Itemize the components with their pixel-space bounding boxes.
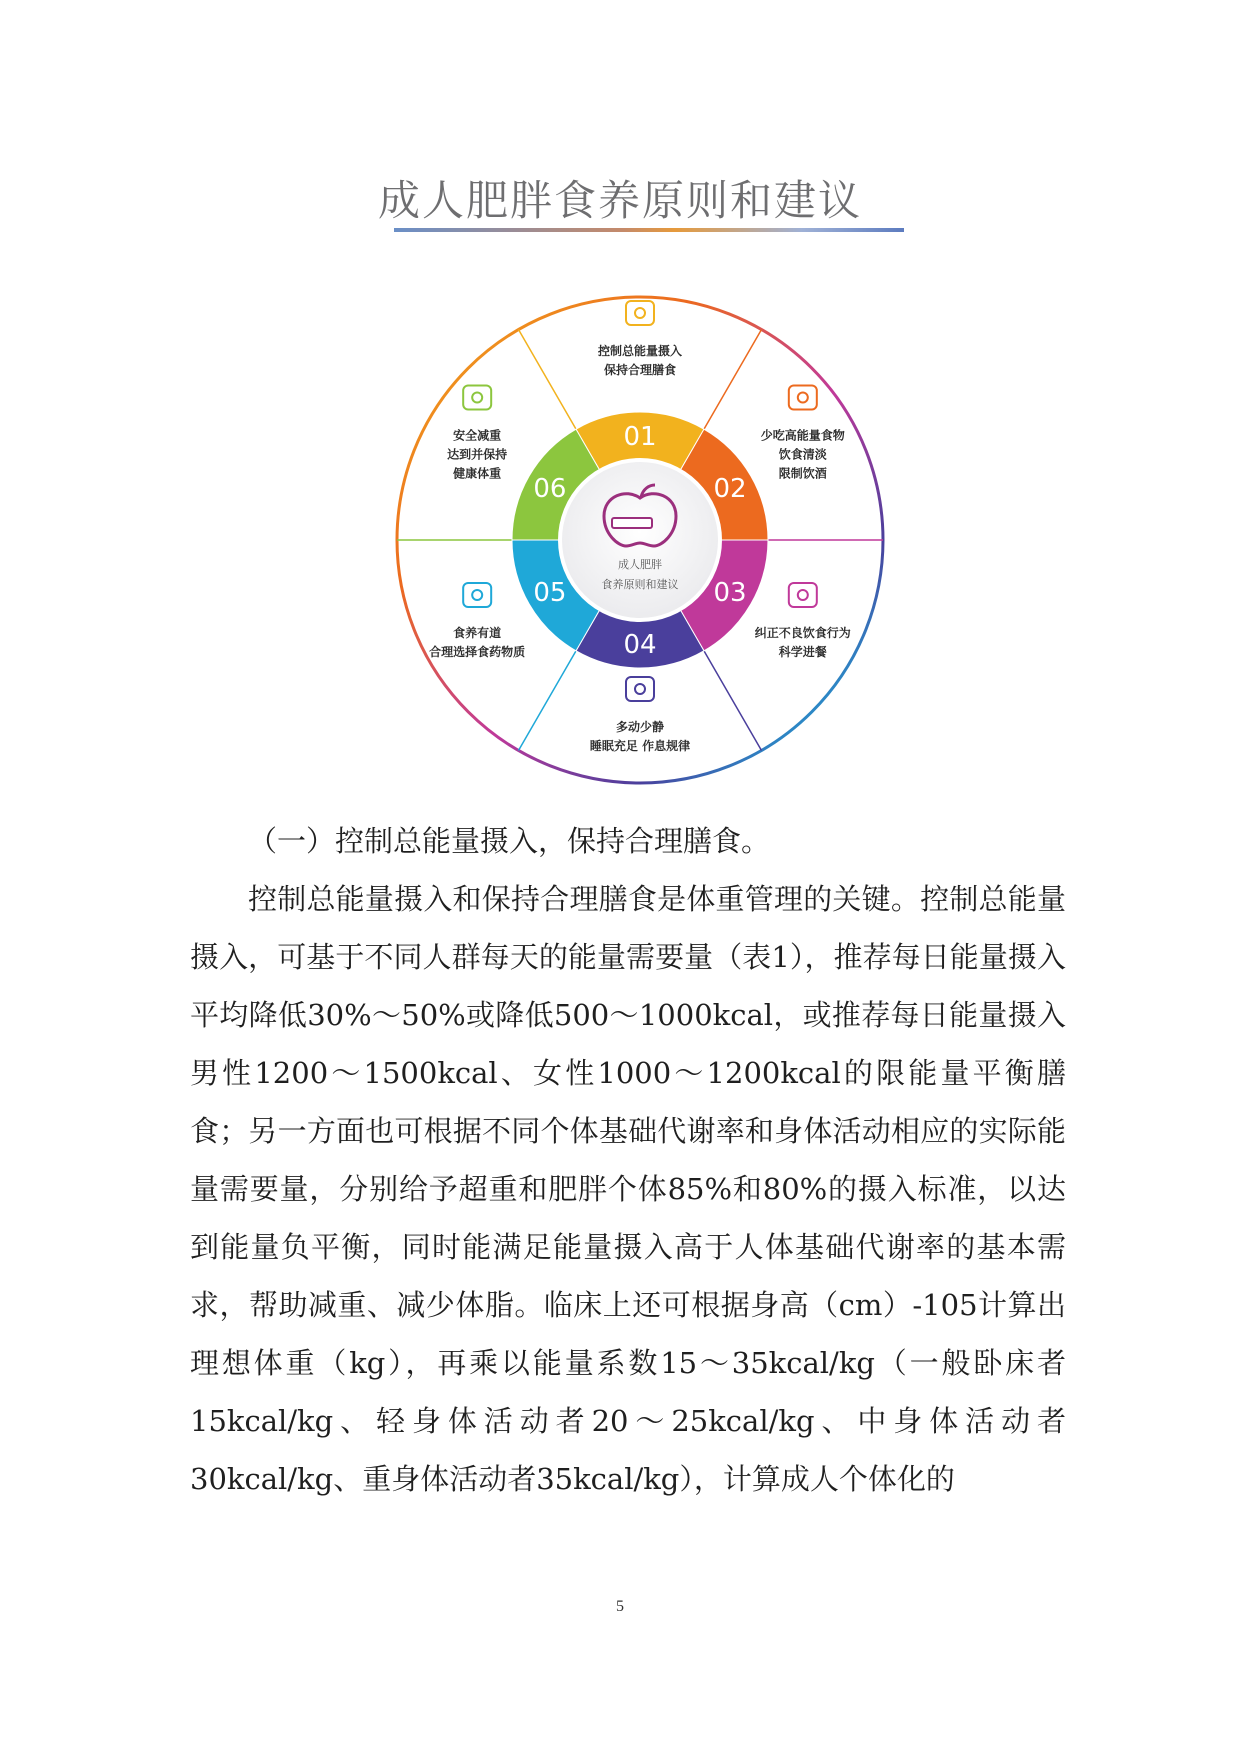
center-disc	[560, 460, 720, 620]
segment-label-02-line2: 饮食清淡	[778, 447, 827, 462]
segment-label-04-line1: 多动少静	[615, 720, 665, 734]
title-underline	[394, 228, 904, 232]
page-title: 成人肥胖食养原则和建议	[377, 176, 862, 225]
segment-label-02-line1: 少吃高能量食物	[760, 428, 845, 443]
segment-label-03-line1: 纠正不良饮食行为	[754, 626, 851, 640]
page-number: 5	[616, 1598, 624, 1615]
segment-label-05-line2: 合理选择食药物质	[429, 645, 526, 659]
segment-label-06-line3: 健康体重	[453, 466, 502, 481]
body-text	[190, 812, 1066, 1508]
center-title-line2: 食养原则和建议	[601, 578, 679, 591]
center-title-line1: 成人肥胖	[618, 558, 662, 571]
body-paragraph: 控制总能量摄入和保持合理膳食是体重管理的关键。控制总能量摄入，可基于不同人群每天的能量需要量（表1），推荐每日能量摄入平均降低30%～50%或降低500～1000kcal，或推荐每日能量摄入男性1200～1500kcal、女性1000～1200kcal的限能量平衡膳食；另一方面也可根据不同个体基础代谢率和身体活动相应的实际能量需要量，分别给予超重和肥胖个体85%和80%的摄入标准，以达到能量负平衡，同时能满足能量摄入高于人体基础代谢率的基本需求，帮助减重、减少体脂。临床上还可根据身高（cm）-105计算出理想体重（kg），再乘以能量系数15～35kcal/kg（一般卧床者15kcal/kg、轻身体活动者20～25kcal/kg、中身体活动者30kcal/kg、重身体活动者35kcal/kg），计算成人个体化的	[190, 882, 1066, 1496]
segment-label-06-line2: 达到并保持	[447, 447, 508, 462]
segment-label-01-line1: 控制总能量摄入	[597, 344, 683, 358]
segment-label-02-line3: 限制饮酒	[778, 466, 827, 481]
segment-number-03: 03	[713, 578, 747, 608]
principles-wheel-diagram	[390, 290, 890, 790]
section-heading: （一）控制总能量摄入，保持合理膳食。	[248, 824, 771, 858]
segment-label-01-line2: 保持合理膳食	[603, 363, 677, 377]
segment-label-04-line2: 睡眠充足 作息规律	[589, 739, 691, 753]
segment-number-01: 01	[623, 422, 657, 452]
wheel-svg	[390, 290, 890, 790]
segment-label-03-line2: 科学进餐	[778, 645, 827, 659]
segment-number-04: 04	[623, 630, 657, 660]
segment-number-05: 05	[533, 578, 567, 608]
segment-label-06-line1: 安全减重	[453, 428, 502, 443]
segment-number-06: 06	[533, 474, 567, 504]
segment-number-02: 02	[713, 474, 747, 504]
segment-label-05-line1: 食养有道	[453, 626, 502, 640]
